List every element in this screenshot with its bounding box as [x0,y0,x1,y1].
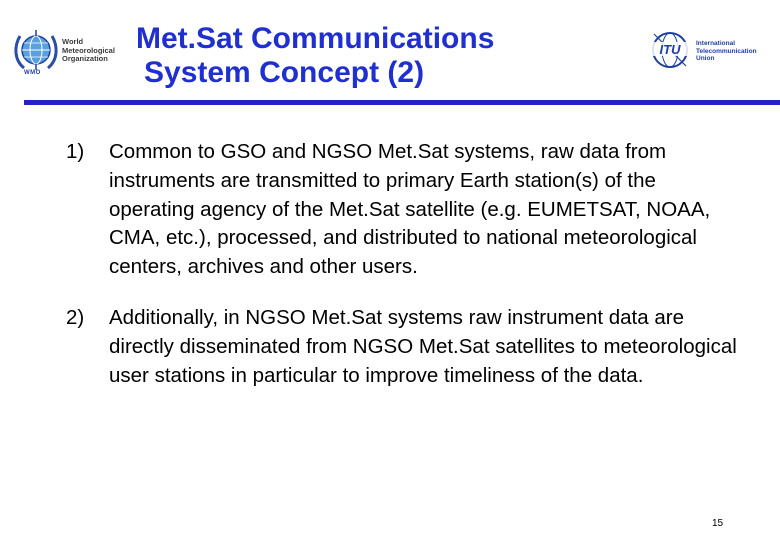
list-item-text: Additionally, in NGSO Met.Sat systems raw instrument data are directly disseminated from NGSO Met.Sat satellites to meteorological user stations in particular to improve timeliness of the data. [109,305,737,387]
wmo-logo-line: World [62,37,84,46]
wmo-logo-line: Organization [62,54,108,63]
itu-logo-line: Union [696,55,715,62]
itu-logo [648,26,774,76]
list-item [66,138,746,282]
wmo-logo [12,26,128,80]
body-list [66,138,746,390]
list-item-number: 2) [66,305,85,329]
itu-mark: ITU [659,42,681,57]
itu-emblem-icon [648,26,694,74]
title-line-1: Met.Sat Communications [136,22,495,55]
list-item-number: 1) [66,140,85,163]
wmo-logo-line: Meteorological [62,45,115,55]
wmo-abbrev: WMO [24,70,41,76]
itu-logo-line: Telecommunication [696,47,757,55]
wmo-logo-text [62,38,115,64]
itu-logo-text [696,40,757,63]
list-item-text: Common to GSO and NGSO Met.Sat systems, raw data from instruments are transmitted to primary Earth station(s) of the operating agency of the Met.Sat satellite (e.g. EUMETSAT, NOAA, CMA, etc.), processed, and distributed to national meteorological centers, archives and other users. [109,140,711,279]
page-number: 15 [712,518,724,529]
title-line-2: System Concept (2) [144,56,425,89]
title-underline [24,100,780,105]
list-item [66,304,746,390]
page-title [136,22,494,90]
itu-logo-line: International [696,40,736,47]
